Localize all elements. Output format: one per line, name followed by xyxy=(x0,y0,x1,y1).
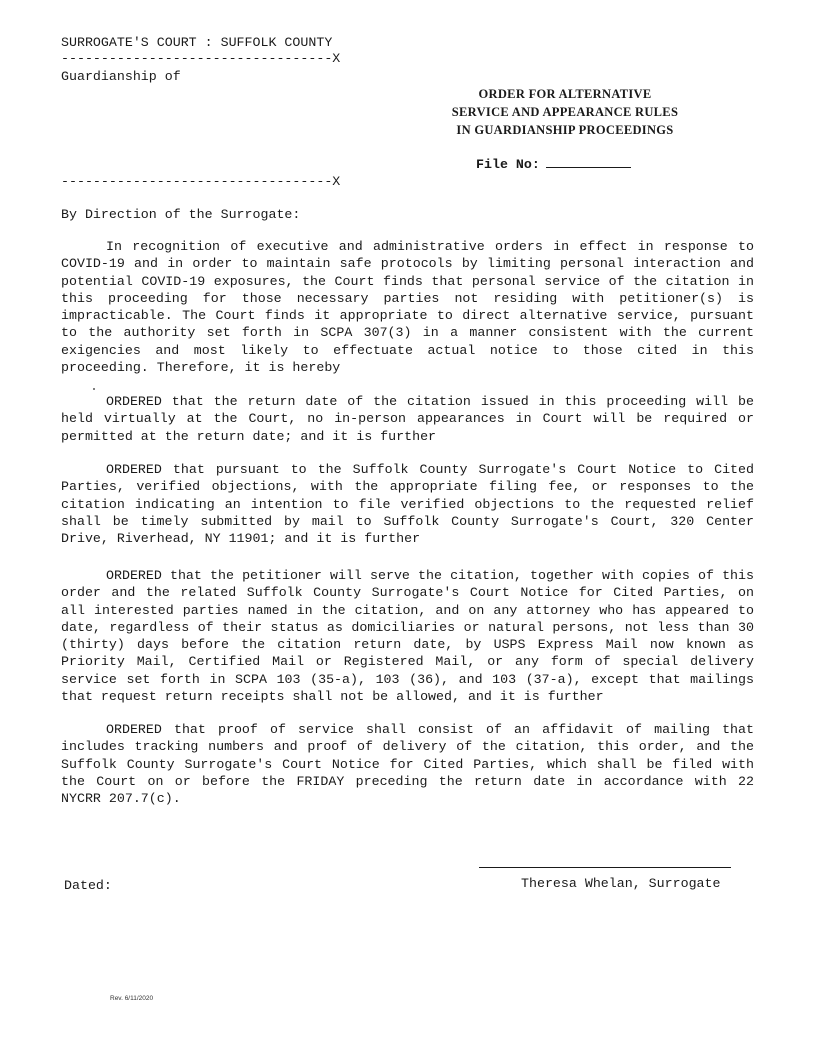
signer-name: Theresa Whelan, Surrogate xyxy=(521,876,721,891)
title-line-2: SERVICE AND APPEARANCE RULES xyxy=(451,105,679,119)
paragraph-ordered-proof: ORDERED that proof of service shall consist of an affidavit of mailing that includes tracking numbers and proof of delivery of the citation, this order, and the Suffolk County Surrogate's Court Notice for Cited Parties, which shall be filed with the Court on or before the FRIDAY preceding the return date in accordance with 22 NYCRR 207.7(c). xyxy=(61,722,754,807)
title-line-1: ORDER FOR ALTERNATIVE xyxy=(478,87,652,101)
revision-note: Rev. 6/11/2020 xyxy=(110,995,154,1002)
paragraph-ordered-objections: ORDERED that pursuant to the Suffolk County Surrogate's Court Notice to Cited Parties, verified objections, with the appropriate filing fee, or responses to the citation indicating an intention to file verified objections to the requested relief shall be timely submitted by mail to Suffolk County Surrogate's Court, 320 Center Drive, Riverhead, NY 11901; and it is further xyxy=(61,462,754,547)
paragraph-recognition: In recognition of executive and administrative orders in effect in response to COVID-19 and in order to maintain safe protocols by limiting personal interaction and potential COVID-19 exposures, the Court finds that personal service of the citation in this proceeding for those necessary parties not residing with petitioner(s) is impracticable. The Court finds it appropriate to direct alternative service, pursuant to the authority set forth in SCPA 307(3) in a manner consistent with the current exigencies and most likely to effectuate actual notice to those cited in this proceeding. Therefore, it is hereby xyxy=(61,239,754,376)
file-number-label: File No: xyxy=(476,157,540,172)
court-caption: SURROGATE'S COURT : SUFFOLK COUNTY xyxy=(61,35,333,50)
caption-separator-bottom: ----------------------------------X xyxy=(61,174,341,189)
file-number xyxy=(476,155,631,172)
file-number-blank xyxy=(546,155,631,168)
guardianship-label: Guardianship of xyxy=(61,69,181,84)
paragraph-ordered-service: ORDERED that the petitioner will serve the citation, together with copies of this order and the related Suffolk County Surrogate's Court Notice for Cited Parties, on all interested parties named in the citation, and on any attorney who has appeared to date, regardless of their status as domiciliaries or natural persons, not less than 30 (thirty) days before the citation return date, by USPS Express Mail now known as Priority Mail, Certified Mail or Registered Mail, or any form of special delivery service set forth in SCPA 103 (35-a), 103 (36), and 103 (37-a), except that mailings that request return receipts shall not be allowed, and it is further xyxy=(61,568,754,705)
paragraph-ordered-return-date: ORDERED that the return date of the citation issued in this proceeding will be held virtually at the Court, no in-person appearances in Court will be required or permitted at the return date; and it is further xyxy=(61,394,754,444)
caption-separator-top: ----------------------------------X xyxy=(61,51,341,66)
scan-speck xyxy=(93,388,95,390)
signature-line xyxy=(479,867,731,868)
document-title xyxy=(420,85,710,139)
direction-line: By Direction of the Surrogate: xyxy=(61,207,301,222)
title-line-3: IN GUARDIANSHIP PROCEEDINGS xyxy=(456,123,674,137)
dated-label: Dated: xyxy=(64,878,112,893)
